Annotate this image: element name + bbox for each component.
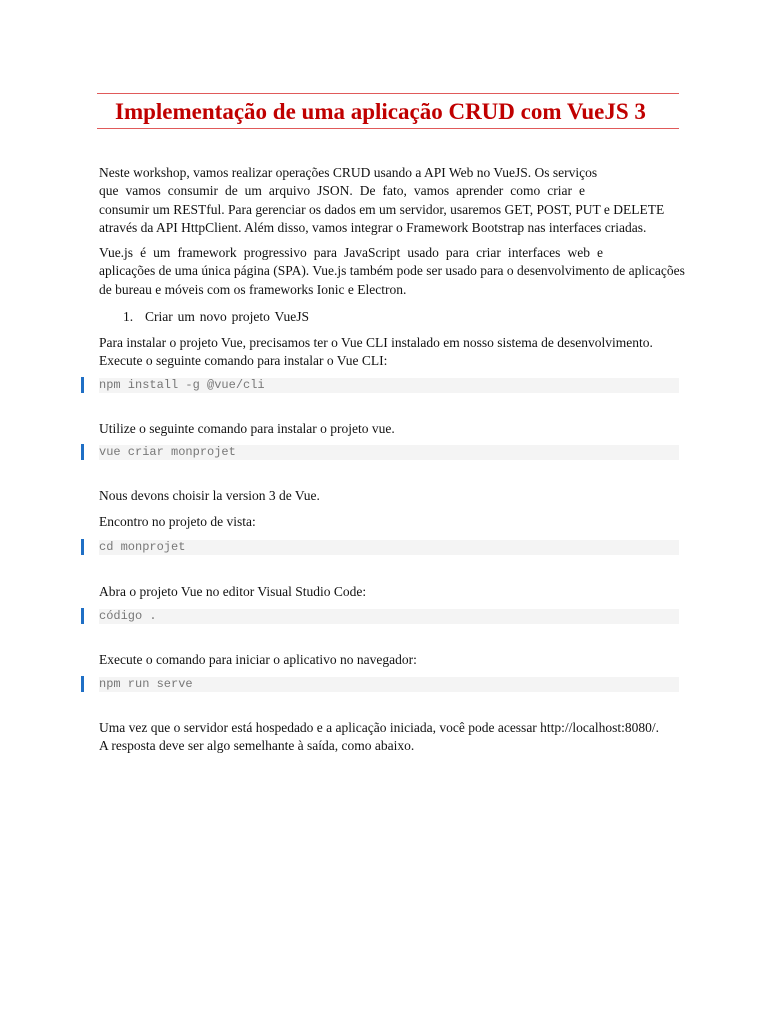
list-text: Criar um novo projeto VueJS	[145, 309, 309, 325]
intro-line: que vamos consumir de um arquivo JSON. De fato, vamos aprender como criar e	[99, 183, 585, 199]
code-serve[interactable]	[99, 677, 679, 692]
code-accent-bar	[81, 539, 84, 555]
code-text: npm run serve	[99, 677, 193, 692]
intro-line: consumir um RESTful. Para gerenciar os dados em um servidor, usaremos GET, POST, PUT e DELETE	[99, 201, 665, 217]
choose-version-paragraph: Nous devons choisir la version 3 de Vue.	[99, 487, 320, 503]
code-text: npm install -g @vue/cli	[99, 377, 265, 392]
install-cli-line: Execute o seguinte comando para instalar o Vue CLI:	[99, 353, 388, 369]
install-cli-line: Para instalar o projeto Vue, precisamos ter o Vue CLI instalado em nosso sistema de desenvolvimento.	[99, 335, 653, 351]
code-create-project[interactable]	[99, 445, 679, 460]
intro-line: através da API HttpClient. Além disso, vamos integrar o Framework Bootstrap nas interfaces criadas.	[99, 219, 647, 235]
closing-line: Uma vez que o servidor está hospedado e a aplicação iniciada, você pode acessar http://localhost:8080/.	[99, 720, 660, 736]
list-number: 1.	[123, 309, 134, 325]
title-block	[97, 93, 679, 129]
code-accent-bar	[81, 377, 84, 393]
code-accent-bar	[81, 608, 84, 624]
find-project-paragraph: Encontro no projeto de vista:	[99, 514, 256, 530]
document-body	[99, 164, 685, 756]
closing-line: A resposta deve ser algo semelhante à saída, como abaixo.	[99, 738, 415, 754]
document-title: Implementação de uma aplicação CRUD com VueJS 3	[115, 99, 646, 124]
intro-line: Neste workshop, vamos realizar operações CRUD usando a API Web no VueJS. Os serviços	[99, 165, 598, 180]
run-command-paragraph: Execute o comando para iniciar o aplicativo no navegador:	[99, 651, 417, 667]
code-cd[interactable]	[99, 540, 679, 555]
open-editor-paragraph: Abra o projeto Vue no editor Visual Studio Code:	[99, 583, 367, 599]
intro-paragraph	[99, 164, 679, 237]
install-project-paragraph: Utilize o seguinte comando para instalar o projeto vue.	[99, 420, 395, 436]
code-accent-bar	[81, 676, 84, 692]
vue-line: de bureau e móveis com os frameworks Ionic e Electron.	[99, 281, 407, 297]
code-text: cd monprojet	[99, 539, 186, 554]
code-open-editor[interactable]	[99, 609, 679, 624]
step-list	[99, 308, 679, 326]
vue-line: Vue.js é um framework progressivo para JavaScript usado para criar interfaces web e	[99, 245, 603, 261]
vue-paragraph	[99, 244, 685, 299]
vue-line: aplicações de uma única página (SPA). Vue.js também pode ser usado para o desenvolvimento de aplicações	[99, 263, 685, 279]
list-item	[99, 308, 309, 326]
code-text: código .	[99, 608, 157, 623]
closing-paragraph	[99, 719, 679, 756]
code-install-cli[interactable]	[99, 378, 679, 393]
code-accent-bar	[81, 444, 84, 460]
install-cli-paragraph	[99, 334, 679, 371]
code-text: vue criar monprojet	[99, 444, 236, 459]
